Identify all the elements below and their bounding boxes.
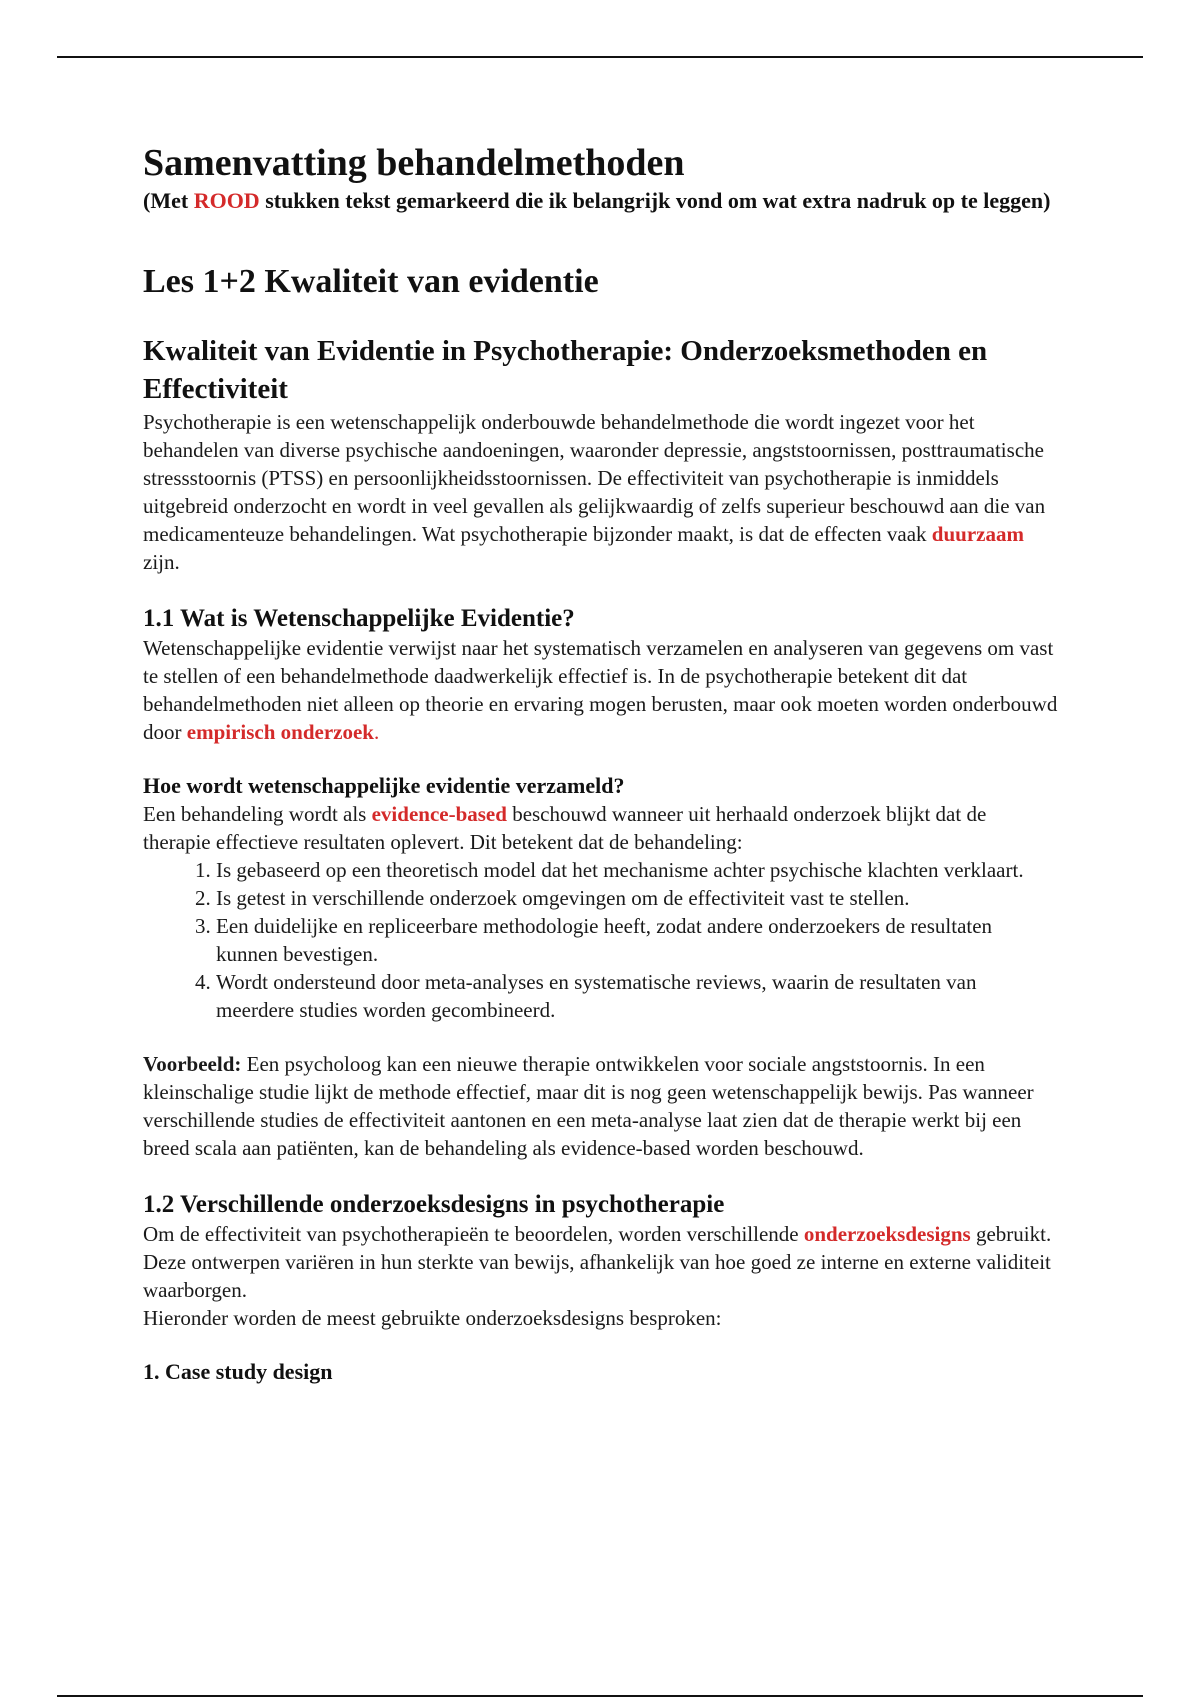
- section-heading: Kwaliteit van Evidentie in Psychotherapie: Onderzoeksmethoden en Effectiviteit: [143, 335, 988, 405]
- case-study-heading: 1. Case study design: [143, 1359, 333, 1384]
- subtitle-highlight: ROOD: [193, 188, 260, 213]
- intro-paragraph: [143, 408, 1058, 576]
- evidence-highlight: evidence-based: [371, 802, 507, 826]
- example-paragraph: [143, 1050, 1058, 1162]
- section-1-1-paragraph: [143, 634, 1058, 746]
- s12-highlight: onderzoeksdesigns: [803, 1222, 971, 1246]
- s12-after: gebruikt. Deze ontwerpen variëren in hun sterkte van bewijs, afhankelijk van hoe goed ze interne en externe validiteit waarborgen.: [143, 1222, 1052, 1302]
- intro-highlight: duurzaam: [931, 522, 1024, 546]
- criteria-list: [143, 856, 1058, 1024]
- evidence-paragraph: [143, 800, 1058, 856]
- header-rule: [57, 56, 1143, 58]
- section-1-1-heading: 1.1 Wat is Wetenschappelijke Evidentie?: [143, 605, 575, 632]
- page-title: Samenvatting behandelmethoden: [143, 142, 685, 184]
- footer-rule: [57, 1695, 1143, 1697]
- subtitle-after: stukken tekst gemarkeerd die ik belangrijk vond om wat extra nadruk op te leggen): [259, 188, 1051, 213]
- spacer: [143, 1024, 1058, 1050]
- list-item: 2. Is getest in verschillende onderzoek omgevingen om de effectiviteit vast te stellen.: [216, 884, 1058, 912]
- section-1-2-heading: 1.2 Verschillende onderzoeksdesigns in psychotherapie: [143, 1191, 725, 1218]
- s12-before: Om de effectiviteit van psychotherapieën te beoordelen, worden verschillende: [143, 1222, 804, 1246]
- subtitle-before: (Met: [143, 188, 194, 213]
- example-label: Voorbeeld:: [143, 1052, 242, 1076]
- document-page: [143, 140, 1058, 1386]
- s11-before: Wetenschappelijke evidentie verwijst naar het systematisch verzamelen en analyseren van gegevens om vast te stellen of een behandelmethode daadwerkelijk effectief is. In de psychotherapie betekent dit dat behandelmethoden niet alleen op theorie en ervaring mogen berusten, maar ook moeten worden onderbouwd door: [143, 636, 1058, 744]
- evidence-before: Een behandeling wordt als: [143, 802, 372, 826]
- example-text: Een psycholoog kan een nieuwe therapie ontwikkelen voor sociale angststoornis. In een kleinschalige studie lijkt de methode effectief, maar dit is nog geen wetenschappelijk bewijs. Pas wanneer verschillende studies de effectiviteit aantonen en een meta-analyse laat zien dat de therapie werkt bij een breed scala aan patiënten, kan de behandeling als evidence-based worden beschouwd.: [143, 1052, 1034, 1160]
- list-item: 4. Wordt ondersteund door meta-analyses en systematische reviews, waarin de resultaten van meerdere studies worden gecombineerd.: [216, 968, 1058, 1024]
- evidence-after: beschouwd wanneer uit herhaald onderzoek blijkt dat de therapie effectieve resultaten oplevert. Dit betekent dat de behandeling:: [143, 802, 987, 854]
- section-1-2-line2: Hieronder worden de meest gebruikte onderzoeksdesigns besproken:: [143, 1306, 722, 1330]
- list-item: 3. Een duidelijke en repliceerbare methodologie heeft, zodat andere onderzoekers de resultaten kunnen bevestigen.: [216, 912, 1058, 968]
- intro-before: Psychotherapie is een wetenschappelijk onderbouwde behandelmethode die wordt ingezet voor het behandelen van diverse psychische aandoeningen, waaronder depressie, angststoornissen, posttraumatische stressstoornis (PTSS) en persoonlijkheidsstoornissen. De effectiviteit van psychotherapie is inmiddels uitgebreid onderzocht en wordt in veel gevallen als gelijkwaardig of zelfs superieur beschouwd aan die van medicamenteuze behandelingen. Wat psychotherapie bijzonder maakt, is dat de effecten vaak: [143, 410, 1046, 546]
- section-1-2-paragraph: [143, 1220, 1058, 1304]
- s11-after: .: [373, 720, 380, 744]
- subtitle-note: [143, 188, 1058, 214]
- intro-after: zijn.: [143, 550, 180, 574]
- lesson-heading: Les 1+2 Kwaliteit van evidentie: [143, 263, 599, 300]
- list-item: 1. Is gebaseerd op een theoretisch model dat het mechanisme achter psychische klachten verklaart.: [216, 856, 1058, 884]
- evidence-heading: Hoe wordt wetenschappelijke evidentie verzameld?: [143, 773, 625, 798]
- s11-highlight: empirisch onderzoek: [186, 720, 374, 744]
